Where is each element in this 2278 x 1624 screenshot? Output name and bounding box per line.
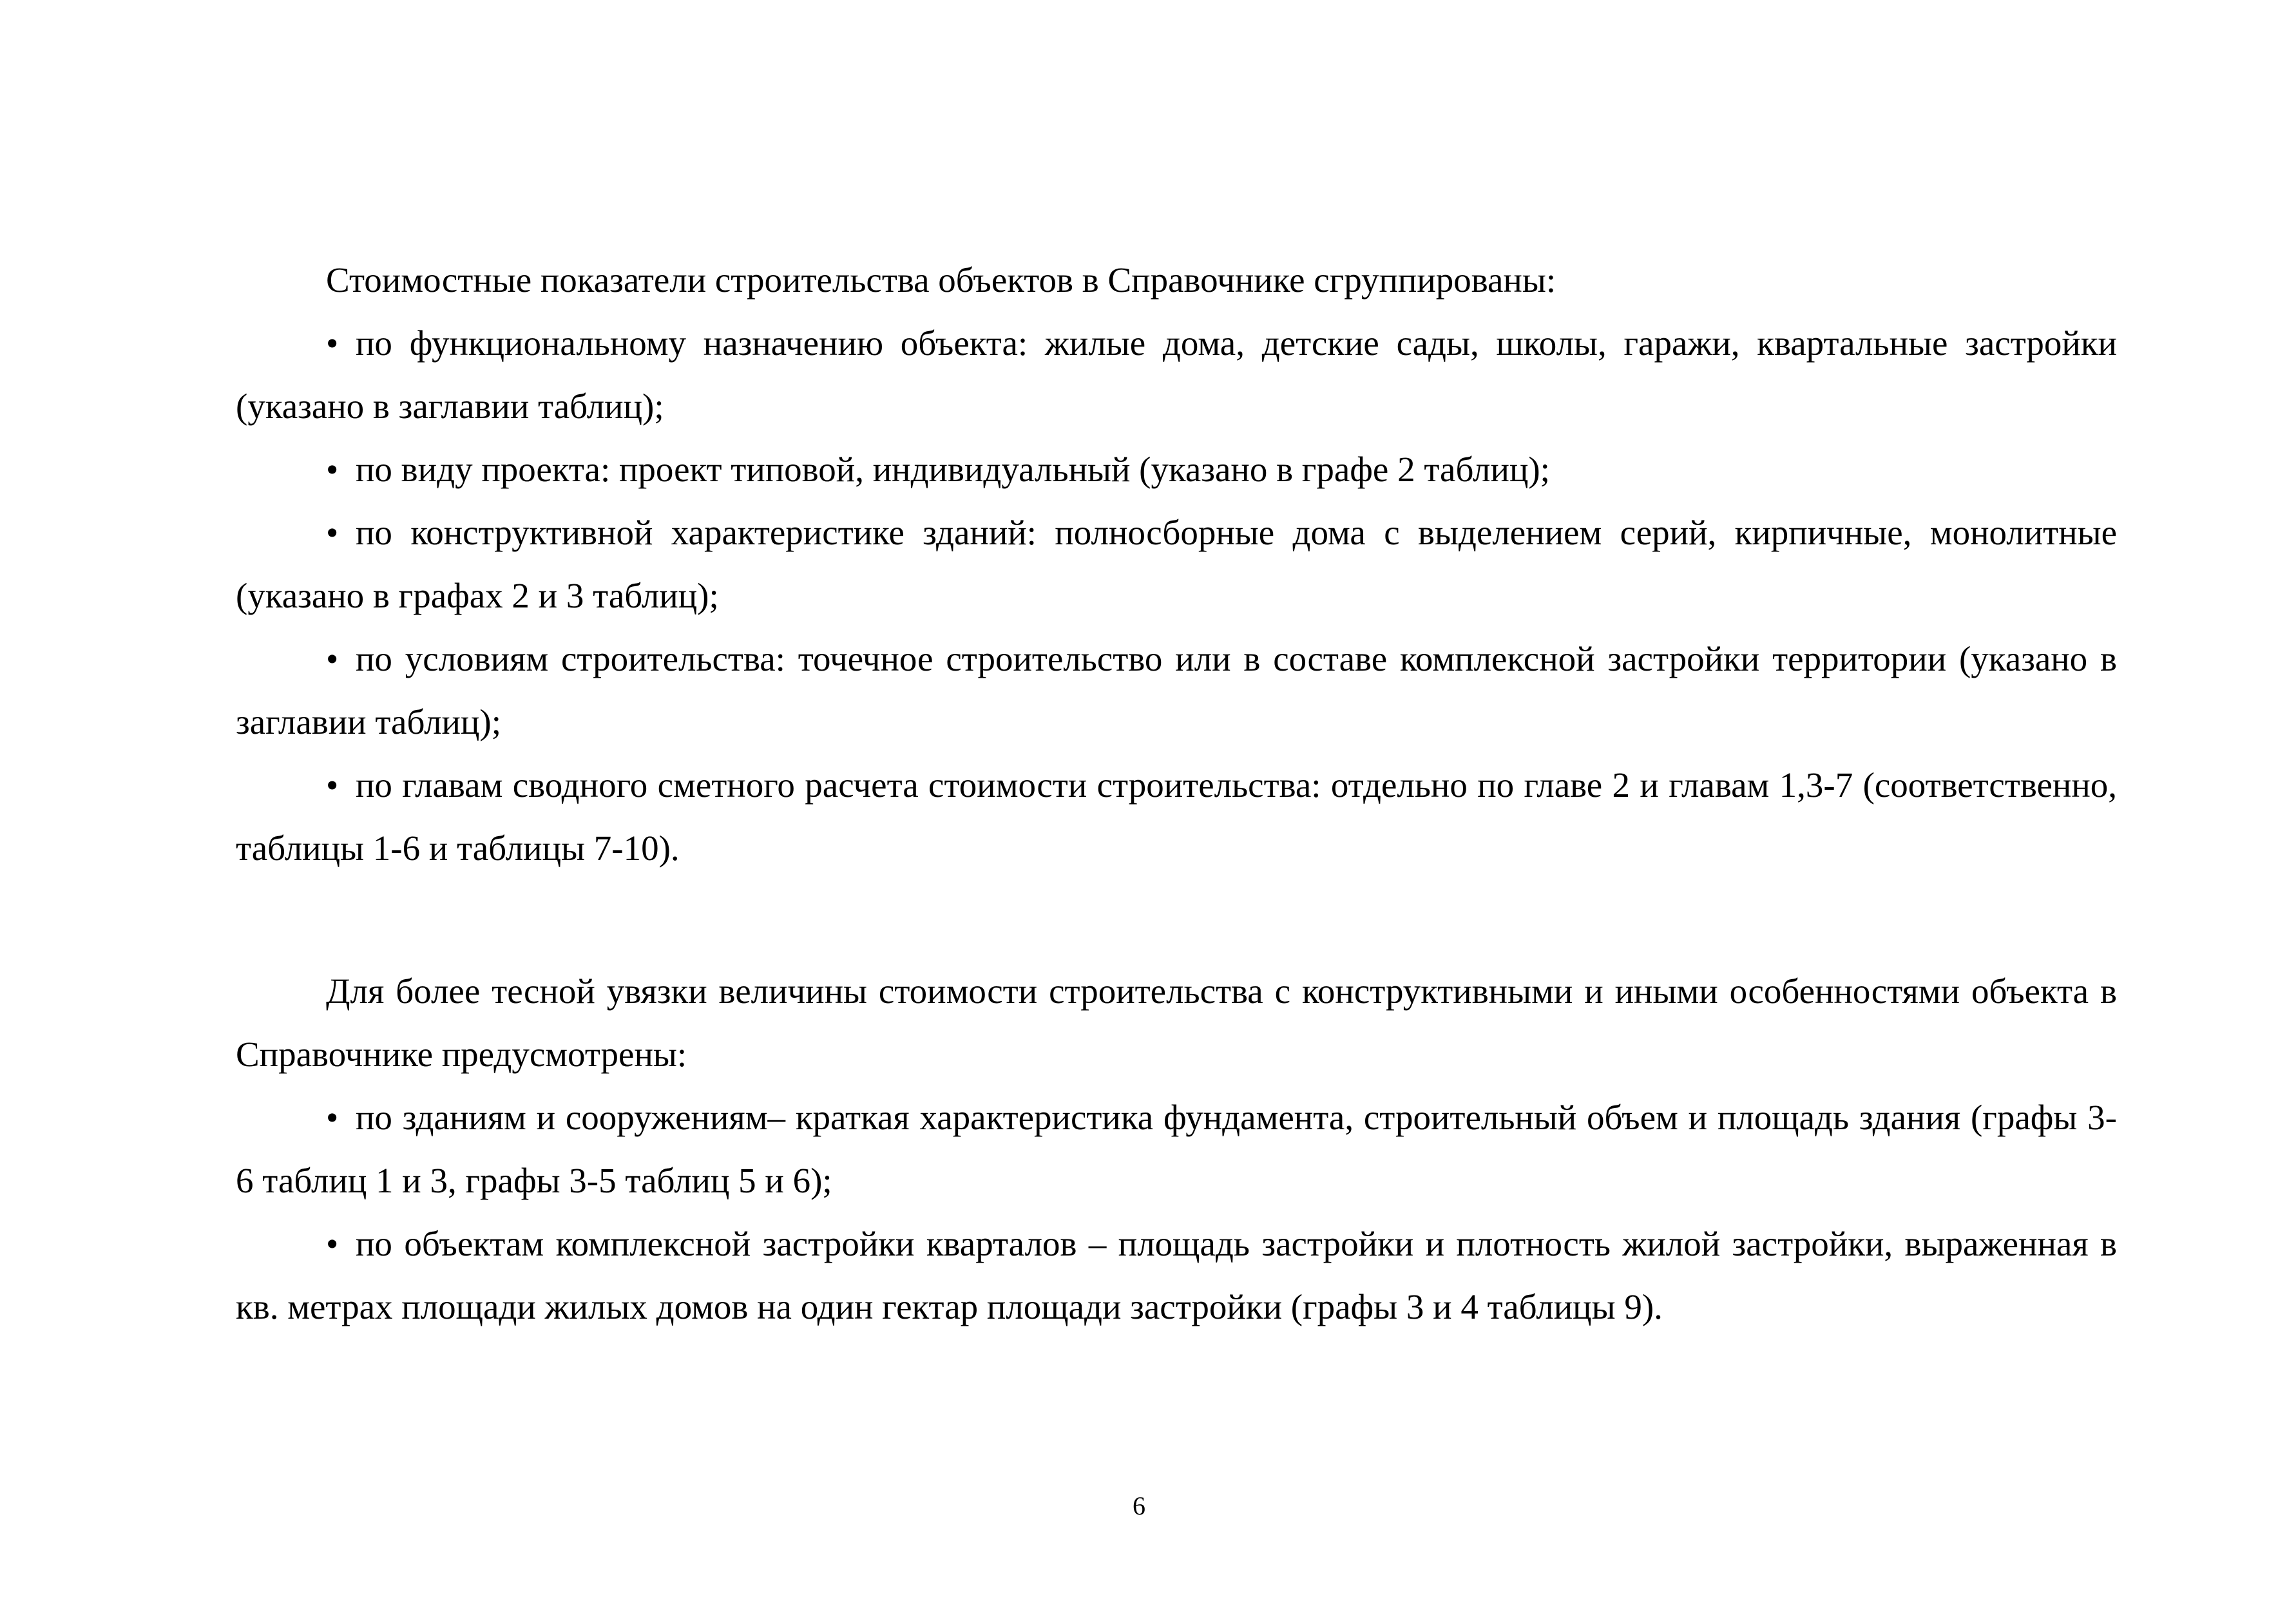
bullet-dot-icon: •: [326, 323, 339, 363]
grouping-bullet-project-type: [236, 438, 2117, 501]
bullet-dot-icon: •: [326, 765, 339, 805]
grouping-bullet-conditions: [236, 627, 2117, 754]
provisions-section: [236, 960, 2117, 1339]
grouping-intro: Стоимостные показатели строительства объектов в Справочнике сгруппированы:: [326, 260, 1556, 300]
provisions-bullet-buildings: [236, 1086, 2117, 1212]
bullet-dot-icon: •: [326, 513, 339, 552]
grouping-section: [236, 249, 2117, 880]
bullet-dot-icon: •: [326, 639, 339, 678]
bullet-dot-icon: •: [326, 1224, 339, 1263]
bullet-text: по условиям строительства: точечное строительство или в составе комплексной застройки территории (указано в заглавии таблиц);: [236, 639, 2117, 741]
bullet-text: по зданиям и сооружениям– краткая характеристика фундамента, строительный объем и площадь здания (графы 3-6 таблиц 1 и 3, графы 3-5 таблиц 5 и 6);: [236, 1098, 2117, 1200]
provisions-bullet-blocks: [236, 1212, 2117, 1339]
bullet-dot-icon: •: [326, 1098, 339, 1137]
grouping-bullet-function: [236, 312, 2117, 438]
bullet-text: по виду проекта: проект типовой, индивидуальный (указано в графе 2 таблиц);: [356, 450, 1550, 489]
bullet-text: по конструктивной характеристике зданий: полносборные дома с выделением серий, кирпичные, монолитные (указано в графах 2 и 3 таблиц);: [236, 513, 2117, 615]
bullet-dot-icon: •: [326, 450, 339, 489]
page-number: 6: [1133, 1491, 1145, 1520]
bullet-text: по функциональному назначению объекта: жилые дома, детские сады, школы, гаражи, квартальные застройки (указано в заглавии таблиц);: [236, 323, 2117, 426]
bullet-text: по объектам комплексной застройки кварталов – площадь застройки и плотность жилой застройки, выраженная в кв. метрах площади жилых домов на один гектар площади застройки (графы 3 и 4 таблицы 9).: [236, 1224, 2117, 1326]
grouping-bullet-construction: [236, 501, 2117, 627]
bullet-text: по главам сводного сметного расчета стоимости строительства: отдельно по главе 2 и главам 1,3-7 (соответственно, таблицы 1-6 и таблицы 7-10).: [236, 765, 2117, 868]
grouping-bullet-chapters: [236, 754, 2117, 880]
provisions-intro: Для более тесной увязки величины стоимости строительства с конструктивными и иными особенностями объекта в Справочнике предусмотрены:: [236, 971, 2117, 1074]
